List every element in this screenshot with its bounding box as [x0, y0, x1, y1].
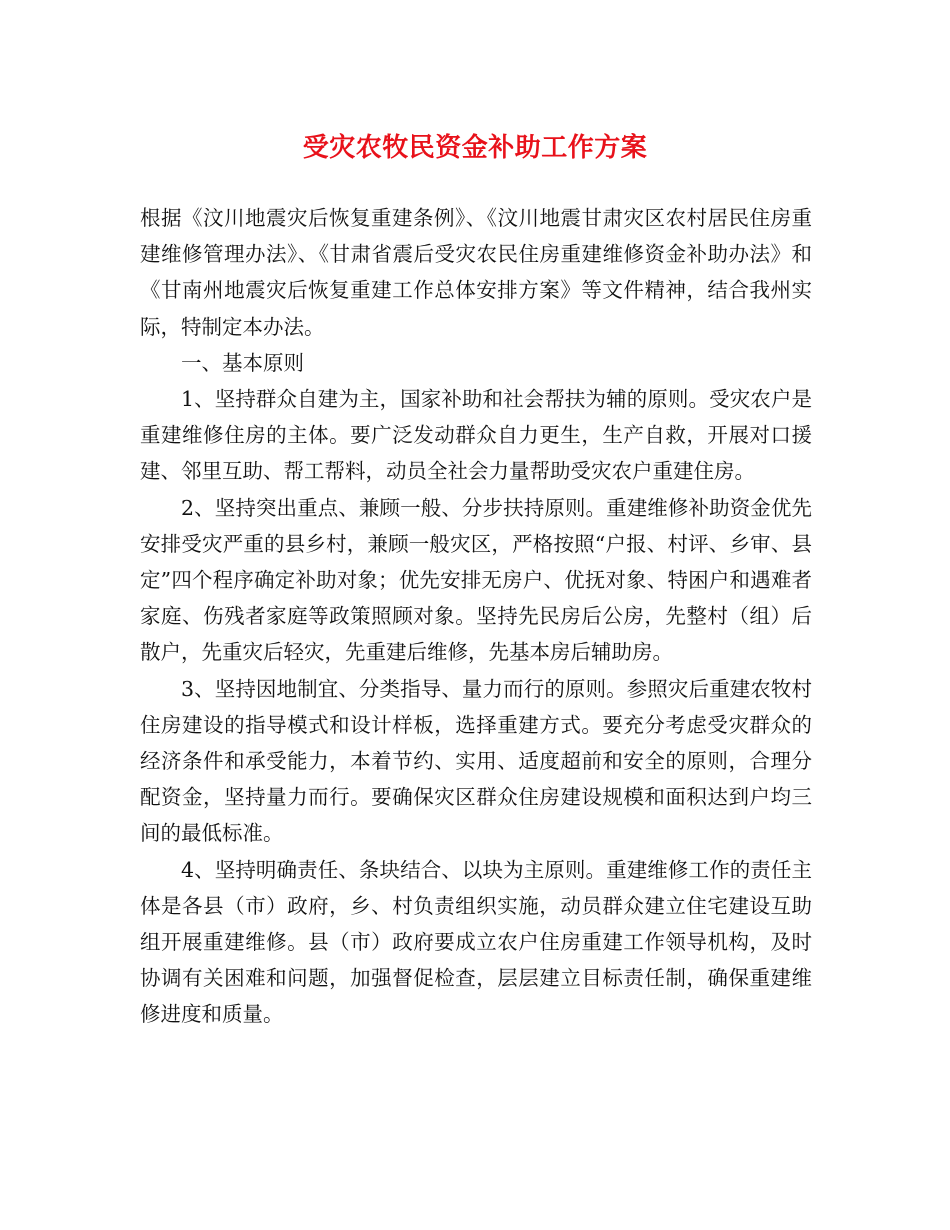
document-body [140, 200, 812, 1033]
document-title: 受灾农牧民资金补助工作方案 [302, 133, 648, 163]
principle-paragraph-1: 1、坚持群众自建为主，国家补助和社会帮扶为辅的原则。受灾农户是重建维修住房的主体。要广泛发动群众自力更生，生产自救，开展对口援建、邻里互助、帮工帮料，动员全社会力量帮助受灾农户重建住房。 [140, 387, 812, 484]
section-heading-basic-principles: 一、基本原则 [181, 350, 304, 375]
intro-paragraph: 根据《汶川地震灾后恢复重建条例》、《汶川地震甘肃灾区农村居民住房重建维修管理办法》、《甘肃省震后受灾农民住房重建维修资金补助办法》和《甘南州地震灾后恢复重建工作总体安排方案》等文件精神，结合我州实际，特制定本办法。 [140, 206, 812, 339]
principle-paragraph-3: 3、坚持因地制宜、分类指导、量力而行的原则。参照灾后重建农牧村住房建设的指导模式和设计样板，选择重建方式。要充分考虑受灾群众的经济条件和承受能力，本着节约、实用、适度超前和安全的原则，合理分配资金，坚持量力而行。要确保灾区群众住房建设规模和面积达到户均三间的最低标准。 [140, 676, 812, 846]
principle-paragraph-2: 2、坚持突出重点、兼顾一般、分步扶持原则。重建维修补助资金优先安排受灾严重的县乡村，兼顾一般灾区，严格按照“户报、村评、乡审、县定”四个程序确定补助对象；优先安排无房户、优抚对象、特困户和遇难者家庭、伤残者家庭等政策照顾对象。坚持先民房后公房，先整村（组）后散户，先重灾后轻灾，先重建后维修，先基本房后辅助房。 [140, 495, 812, 665]
principle-paragraph-4: 4、坚持明确责任、条块结合、以块为主原则。重建维修工作的责任主体是各县（市）政府，乡、村负责组织实施，动员群众建立住宅建设互助组开展重建维修。县（市）政府要成立农户住房重建工作领导机构，及时协调有关困难和问题，加强督促检查，层层建立目标责任制，确保重建维修进度和质量。 [140, 857, 812, 1027]
